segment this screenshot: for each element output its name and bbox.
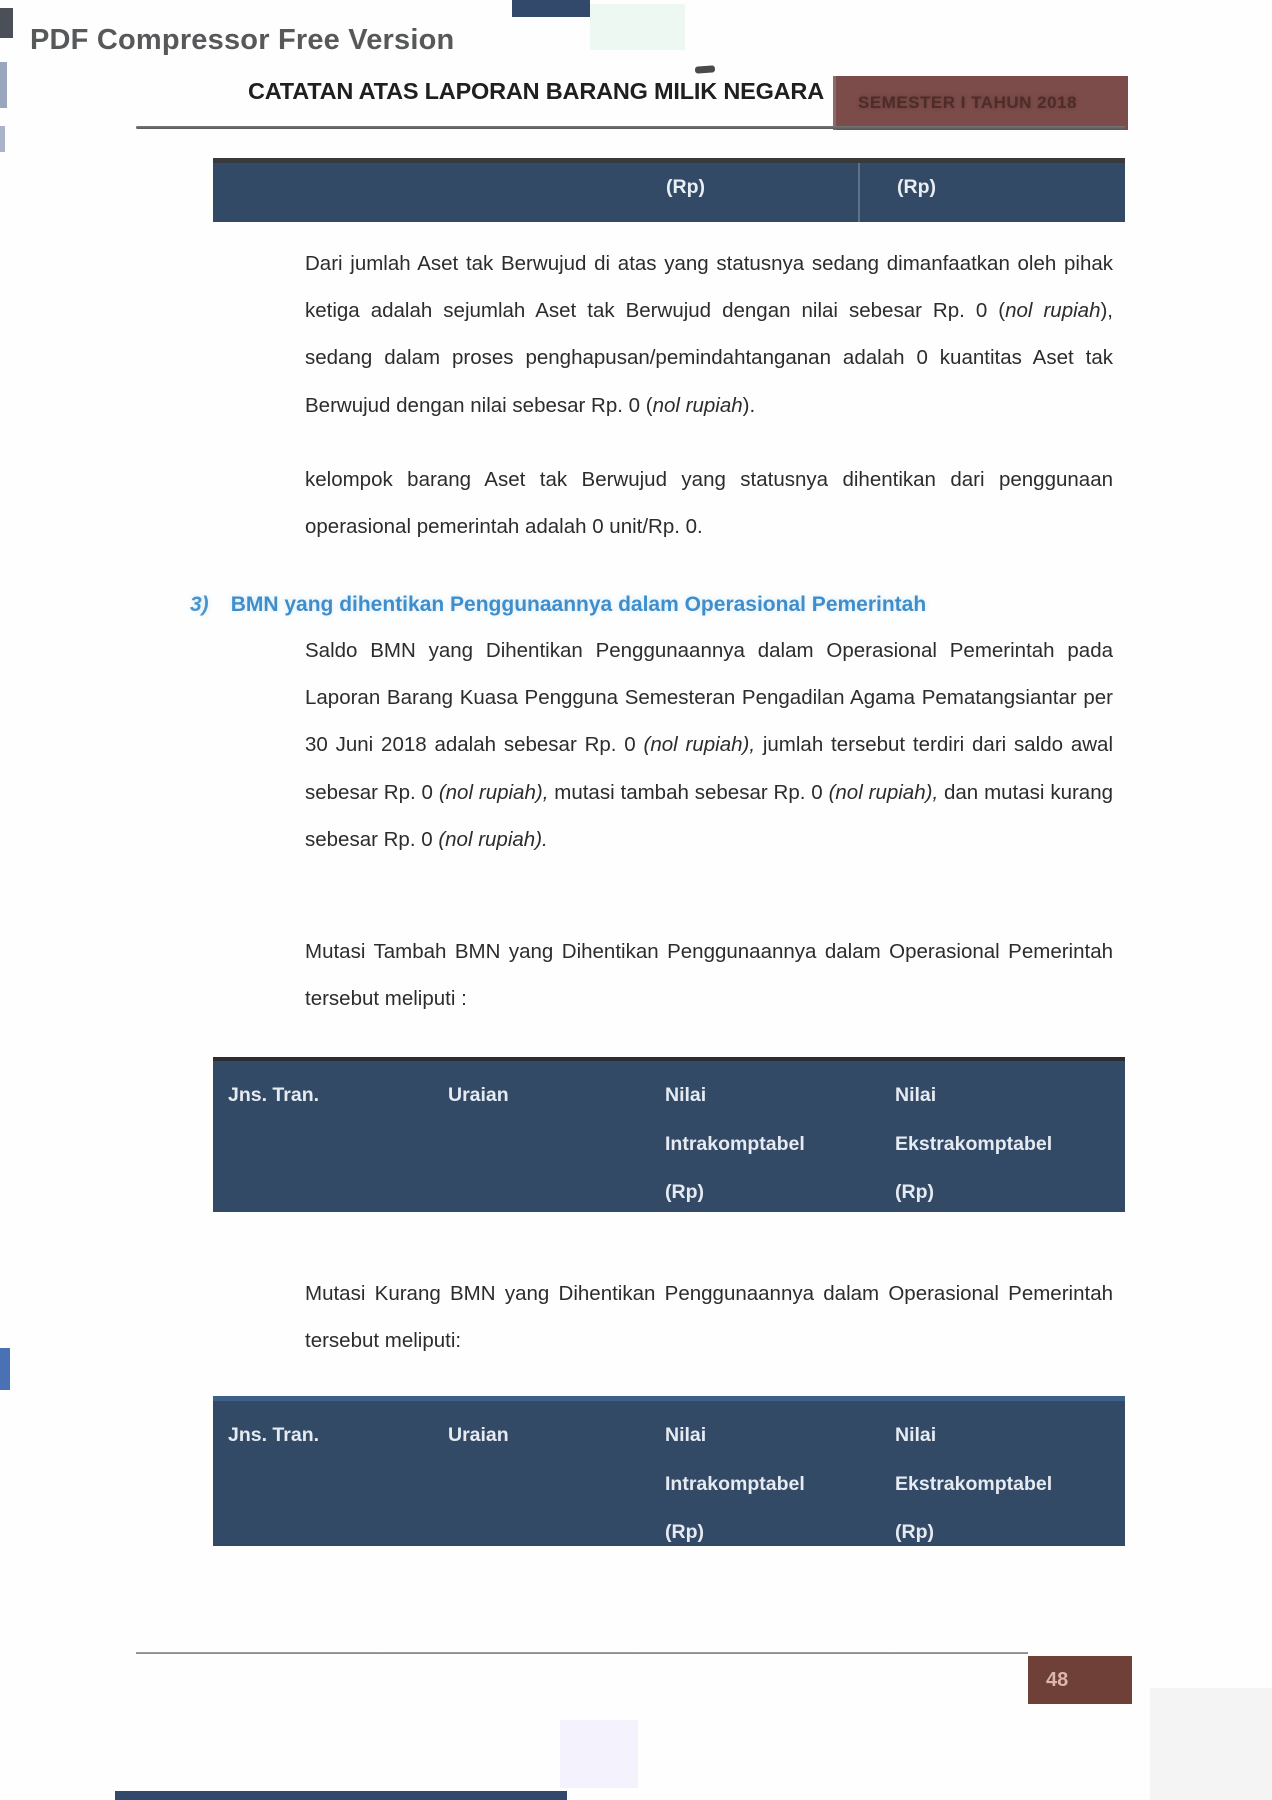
carryover-col-rp-intrakomptabel: (Rp): [666, 176, 705, 198]
paragraph-saldo-bmn: Saldo BMN yang Dihentikan Penggunaannya dalam Operasional Pemerintah pada Laporan Barang Kuasa Pengguna Semesteran Pengadilan Agama Pematangsiantar per 30 Juni 2018 adalah sebesar Rp. 0 (nol rupiah), jumlah tersebut terdiri dari saldo awal sebesar Rp. 0 (nol rupiah), mutasi tambah sebesar Rp. 0 (nol rupiah), dan mutasi kurang sebesar Rp. 0 (nol rupiah).: [305, 639, 1113, 851]
carryover-col-rp-ekstrakomptabel: (Rp): [897, 176, 936, 198]
header-divider: [136, 126, 1125, 129]
paragraph-aset-tak-berwujud: Dari jumlah Aset tak Berwujud di atas yang statusnya sedang dimanfaatkan oleh pihak ketiga adalah sejumlah Aset tak Berwujud dengan nilai sebesar Rp. 0 (nol rupiah), sedang dalam proses penghapusan/pemindahtanganan adalah 0 kuantitas Aset tak Berwujud dengan nilai sebesar Rp. 0 (nol rupiah).: [305, 252, 1113, 417]
column-jns-tran: Jns. Tran.: [228, 1084, 320, 1106]
scan-artifact-dash: [695, 65, 715, 73]
scan-artifact-top-strip: [512, 0, 590, 17]
scan-artifact-smudge: [590, 4, 685, 50]
semester-badge-label: SEMESTER I TAHUN 2018: [858, 93, 1077, 112]
scan-artifact-smudge: [1150, 1688, 1272, 1800]
scan-artifact-smudge: [560, 1720, 638, 1788]
section-3-heading: [190, 593, 926, 617]
mutasi-tambah-table-header: [213, 1057, 1125, 1212]
section-3-marker: 3): [190, 593, 209, 616]
paragraph-kelompok-barang: kelompok barang Aset tak Berwujud yang statusnya dihentikan dari penggunaan operasional pemerintah adalah 0 unit/Rp. 0.: [305, 468, 1113, 539]
scan-artifact-edge: [0, 126, 5, 152]
page-title: CATATAN ATAS LAPORAN BARANG MILIK NEGARA: [248, 78, 824, 104]
paragraph-mutasi-kurang: Mutasi Kurang BMN yang Dihentikan Penggunaannya dalam Operasional Pemerintah tersebut meliputi:: [305, 1282, 1113, 1353]
column-jns-tran: Jns. Tran.: [228, 1424, 320, 1446]
column-uraian: Uraian: [448, 1084, 509, 1106]
scan-artifact-corner: [0, 8, 13, 38]
scan-artifact-edge: [0, 1348, 10, 1390]
column-nilai-intrakomptabel: Nilai Intrakomptabel (Rp): [665, 1084, 805, 1203]
column-nilai-intrakomptabel: Nilai Intrakomptabel (Rp): [665, 1424, 805, 1543]
column-nilai-ekstrakomptabel: Nilai Ekstrakomptabel (Rp): [895, 1424, 1053, 1543]
page-number: 48: [1046, 1668, 1069, 1691]
scan-artifact-edge: [0, 62, 7, 108]
scan-artifact-bottom-bar: [115, 1791, 567, 1800]
semester-badge: [833, 76, 1128, 130]
carryover-table-header: [213, 158, 1125, 222]
mutasi-kurang-table-header: [213, 1396, 1125, 1546]
paragraph-mutasi-tambah: Mutasi Tambah BMN yang Dihentikan Penggunaannya dalam Operasional Pemerintah tersebut meliputi :: [305, 940, 1113, 1011]
page-number-box: [1028, 1656, 1132, 1704]
section-3-title: BMN yang dihentikan Penggunaannya dalam Operasional Pemerintah: [230, 593, 927, 616]
column-separator: [858, 163, 860, 222]
pdf-compressor-watermark: PDF Compressor Free Version: [30, 24, 455, 56]
footer-divider: [136, 1652, 1028, 1654]
column-uraian: Uraian: [448, 1424, 509, 1446]
column-nilai-ekstrakomptabel: Nilai Ekstrakomptabel (Rp): [895, 1084, 1053, 1203]
